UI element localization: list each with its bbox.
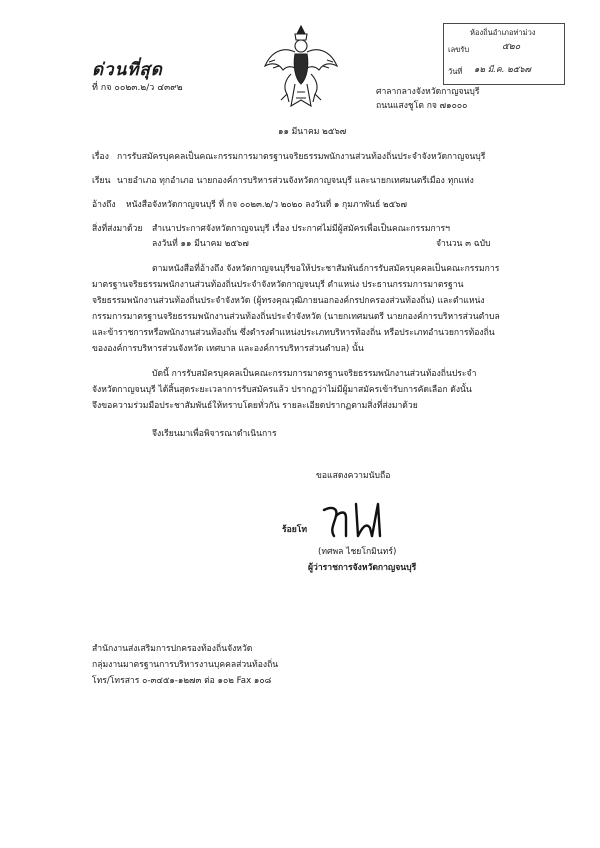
stamp-receive-number: ๕๒๐: [502, 42, 521, 52]
garuda-emblem: [261, 22, 341, 112]
stamp-date: ๑๒ มี.ค. ๒๕๖๗: [474, 65, 531, 75]
stamp-office: ห้องถิ่นอำเภอท่าม่วง: [470, 28, 536, 37]
enclosure-text: สำเนาประกาศจังหวัดกาญจนบุรี เรื่อง ประกาศไม่มีผู้สมัครเพื่อเป็นคณะกรรมการฯ: [152, 224, 450, 234]
document-number: ที่ กจ ๐๐๒๓.๒/ว ๔๓๙๒: [92, 83, 183, 93]
to-recipients: นายอำเภอ ทุกอำเภอ นายกองค์การบริหารส่วนจังหวัดกาญจนบุรี และนายกเทศมนตรีเมือง ทุกแห่ง: [117, 176, 474, 186]
subject-text: การรับสมัครบุคคลเป็นคณะกรรมการมาตรฐานจริยธรรมพนักงานส่วนท้องถิ่นประจำจังหวัดกาญจนบุรี: [117, 152, 486, 162]
subject-label: เรื่อง: [92, 152, 109, 162]
enclosure-date: ลงวันที่ ๑๑ มีนาคม ๒๕๖๗: [152, 239, 249, 249]
paragraph-1-line: จริยธรรมพนักงานส่วนท้องถิ่นประจำจังหวัด (ผู้ทรงคุณวุฒิภายนอกองค์กรปกครองส่วนท้องถิ่น) และตำแหน่ง: [92, 296, 485, 306]
reference-text: หนังสือจังหวัดกาญจนบุรี ที่ กจ ๐๐๒๓.๒/ว ๒๐๒๐ ลงวันที่ ๑ กุมภาพันธ์ ๒๕๖๗: [126, 200, 408, 210]
to-label: เรียน: [92, 176, 111, 186]
enclosure-label: สิ่งที่ส่งมาด้วย: [92, 224, 143, 234]
paragraph-1-line: ขององค์การบริหารส่วนจังหวัด เทศบาล และองค์การบริหารส่วนตำบล) นั้น: [92, 344, 364, 354]
paragraph-2-line: จังหวัดกาญจนบุรี ได้สิ้นสุดระยะเวลาการรับสมัครแล้ว ปรากฏว่าไม่มีผู้มาสมัครเข้ารับการคัดเลือก ดังนั้น: [92, 385, 472, 395]
signer-rank: ร้อยโท: [282, 525, 308, 535]
sender-office: ศาลากลางจังหวัดกาญจนบุรี: [376, 87, 480, 97]
letter-date: ๑๑ มีนาคม ๒๕๖๗: [278, 127, 347, 137]
signer-title: ผู้ว่าราชการจังหวัดกาญจนบุรี: [308, 563, 417, 573]
sender-address: ถนนแสงชูโต กจ ๗๑๐๐๐: [376, 101, 468, 111]
signature: [316, 496, 396, 540]
paragraph-2-line: บัดนี้ การรับสมัครบุคคลเป็นคณะกรรมการมาตรฐานจริยธรรมพนักงานส่วนท้องถิ่นประจำ: [152, 369, 477, 379]
signer-name: (ทศพล ไชยโกมินทร์): [318, 547, 397, 557]
stamp-date-label: วันที่: [448, 67, 463, 76]
closing-request: จึงเรียนมาเพื่อพิจารณาดำเนินการ: [152, 429, 277, 439]
paragraph-1-line: มาตรฐานจริยธรรมพนักงานส่วนท้องถิ่นประจำจังหวัดกาญจนบุรี ตำแหน่ง ประธานกรรมการมาตรฐาน: [92, 280, 464, 290]
enclosure-count: จำนวน ๓ ฉบับ: [436, 239, 491, 249]
paragraph-2-line: จึงขอความร่วมมือประชาสัมพันธ์ให้ทราบโดยทั่วกัน รายละเอียดปรากฏตามสิ่งที่ส่งมาด้วย: [92, 401, 418, 411]
stamp-receive-label: เลขรับ: [448, 45, 470, 54]
footer-phone: โทร/โทรสาร ๐-๓๔๕๑-๑๒๗๓ ต่อ ๑๐๒ Fax ๑๐๘: [92, 676, 272, 686]
urgency-label: ด่วนที่สุด: [92, 60, 163, 80]
regards: ขอแสดงความนับถือ: [316, 471, 391, 481]
footer-division: กลุ่มงานมาตรฐานการบริหารงานบุคคลส่วนท้องถิ่น: [92, 660, 279, 670]
paragraph-1-line: กรรมการมาตรฐานจริยธรรมพนักงานส่วนท้องถิ่นประจำจังหวัด (นายกเทศมนตรี นายกองค์การบริหารส่วนตำบล: [92, 312, 500, 322]
footer-office: สำนักงานส่งเสริมการปกครองท้องถิ่นจังหวัด: [92, 644, 253, 654]
receipt-stamp: [443, 23, 565, 85]
paragraph-1-line: และข้าราชการหรือพนักงานส่วนท้องถิ่น ซึ่งดำรงตำแหน่งประเภทบริหารท้องถิ่น หรือประเภทอำนวยการท้องถิ่น: [92, 328, 495, 338]
paragraph-1-line: ตามหนังสือที่อ้างถึง จังหวัดกาญจนบุรีขอให้ประชาสัมพันธ์การรับสมัครบุคคลเป็นคณะกรรมการ: [152, 264, 500, 274]
reference-label: อ้างถึง: [92, 200, 116, 210]
